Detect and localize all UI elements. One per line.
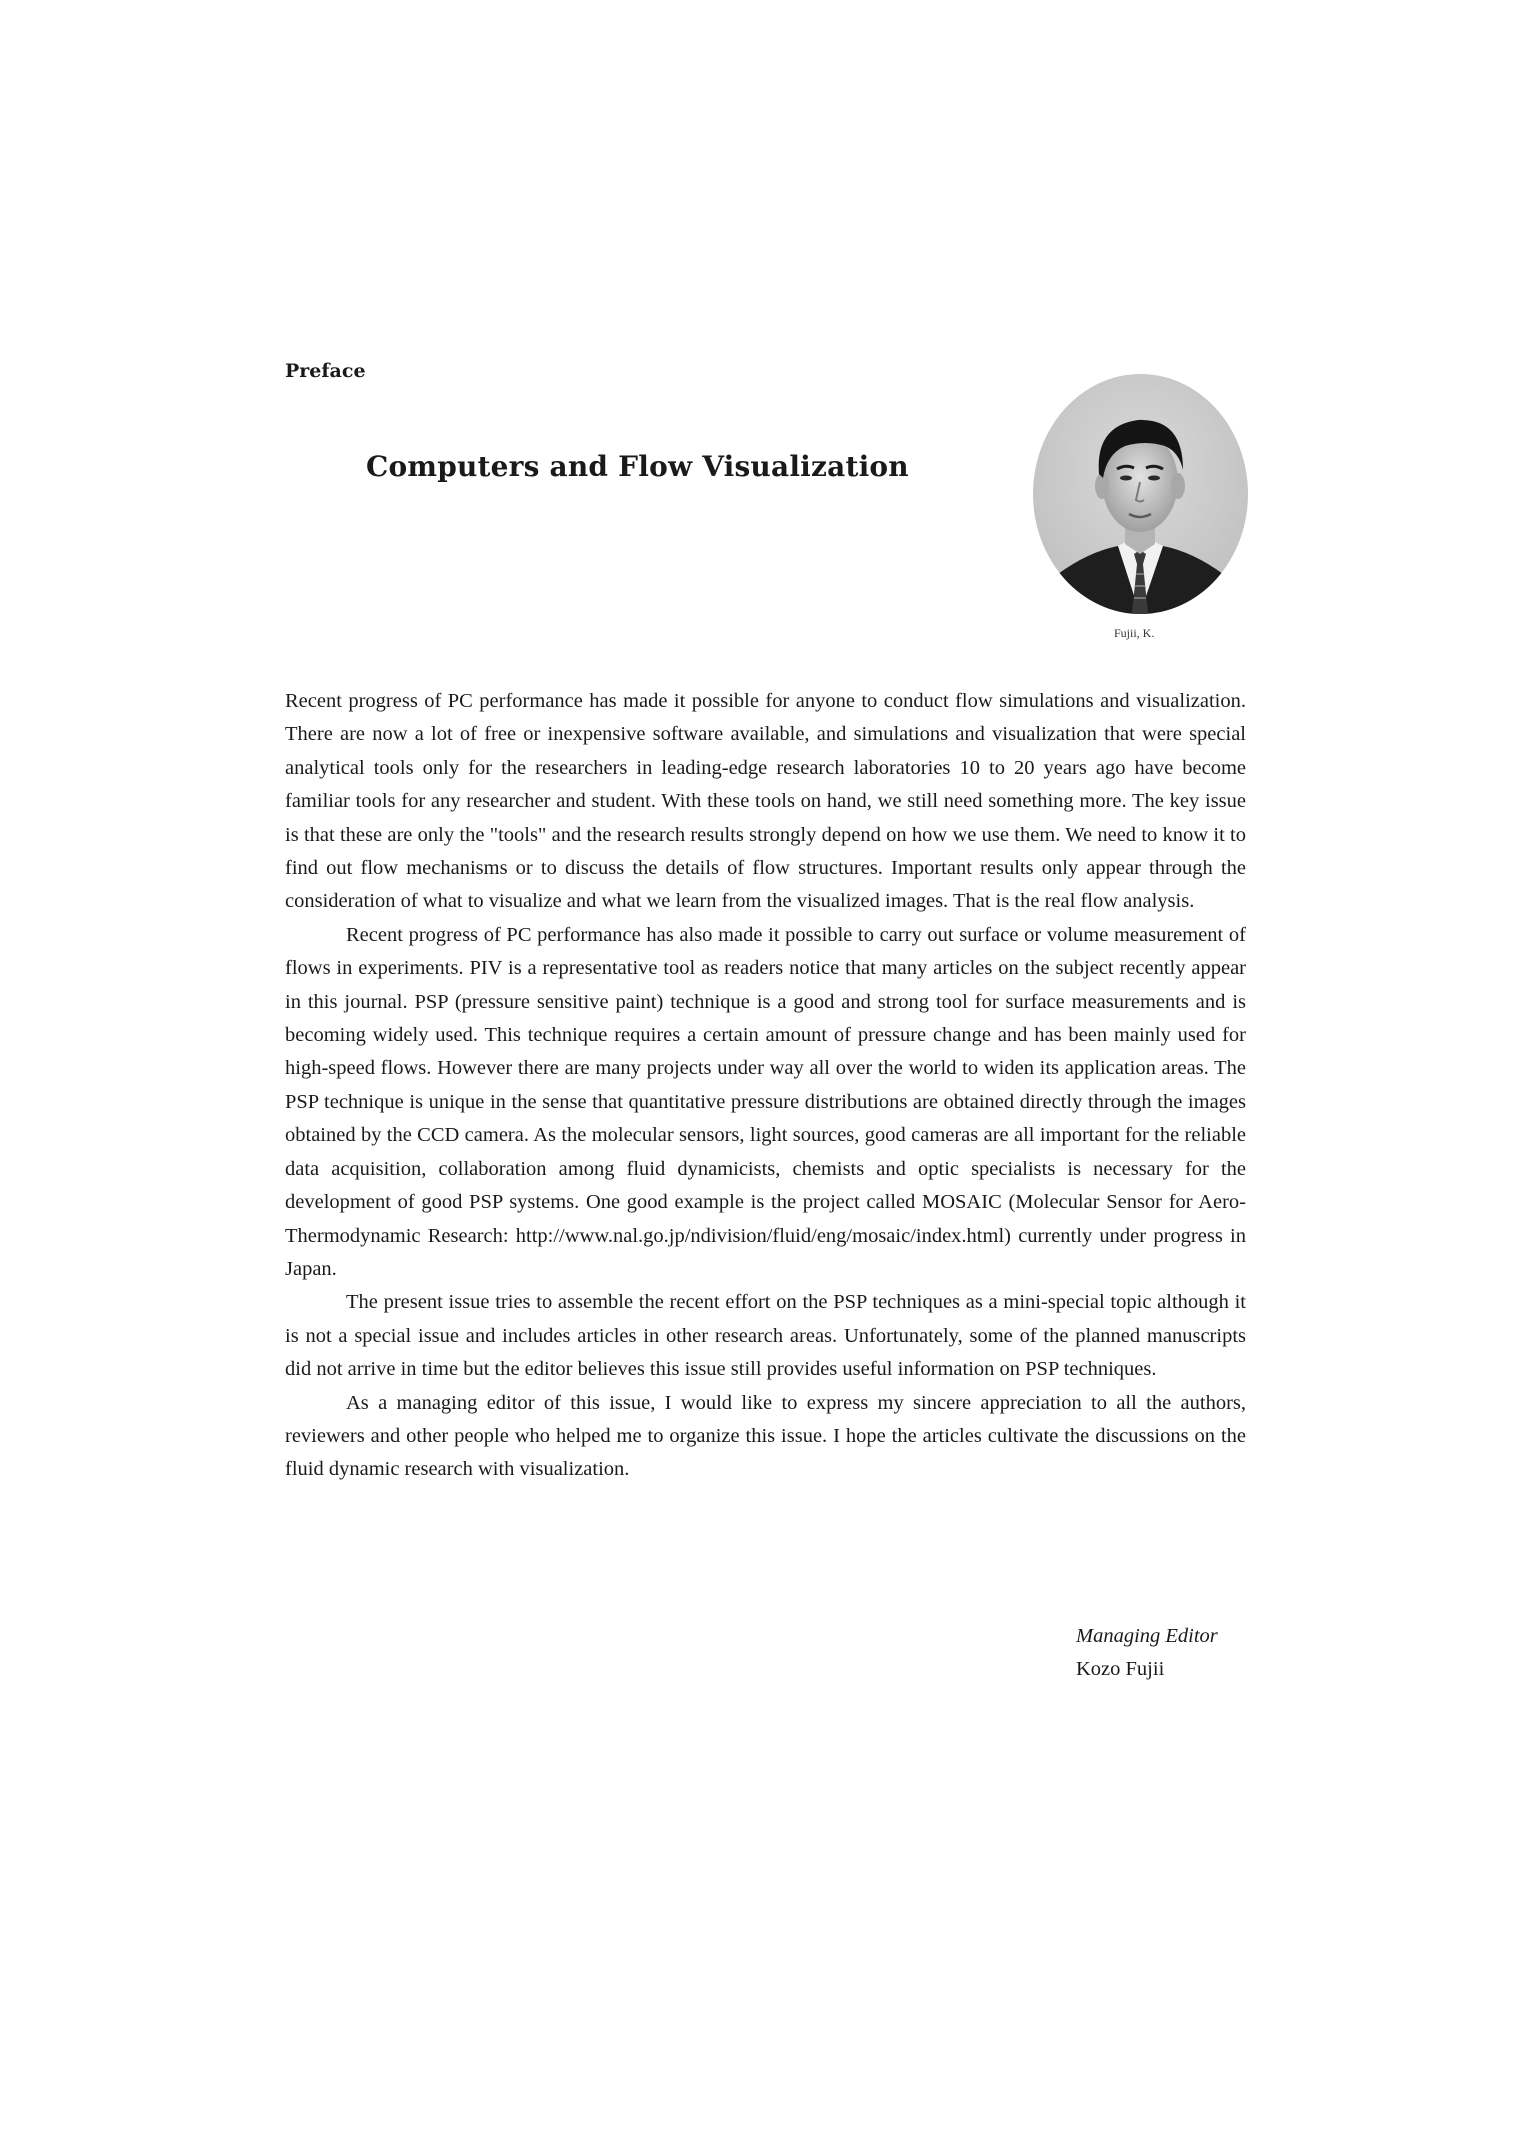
body-text: [285, 685, 1246, 1487]
paragraph: Recent progress of PC performance has made it possible for anyone to conduct flow simulations and visualization. There are now a lot of free or inexpensive software available, and simulations and visualization that were special analytical tools only for the researchers in leading-edge research laboratories 10 to 20 years ago have become familiar tools for any researcher and student. With these tools on hand, we still need something more. The key issue is that these are only the "tools" and the research results strongly depend on how we use them. We need to know it to find out flow mechanisms or to discuss the details of flow structures. Important results only appear through the consideration of what to visualize and what we learn from the visualized images. That is the real flow analysis.: [285, 690, 1246, 913]
person-portrait-icon: [1033, 374, 1248, 614]
signature-block: [1076, 1620, 1218, 1686]
portrait-caption: Fujii, K.: [1114, 626, 1155, 640]
paragraph: As a managing editor of this issue, I would like to express my sincere appreciation to all the authors, reviewers and other people who helped me to organize this issue. I hope the articles cultivate the discussions on the fluid dynamic research with visualization.: [285, 1391, 1246, 1481]
signature-role: Managing Editor: [1076, 1625, 1218, 1647]
paragraph: The present issue tries to assemble the recent effort on the PSP techniques as a mini-special topic although it is not a special issue and includes articles in other research areas. Unfortunately, some of the planned manuscripts did not arrive in time but the editor believes this issue still provides useful information on PSP techniques.: [285, 1291, 1246, 1381]
signature-name: Kozo Fujii: [1076, 1658, 1165, 1680]
page-title: Computers and Flow Visualization: [366, 450, 909, 483]
paragraph: Recent progress of PC performance has also made it possible to carry out surface or volume measurement of flows in experiments. PIV is a representative tool as readers notice that many articles on the subject recently appear in this journal. PSP (pressure sensitive paint) technique is a good and strong tool for surface measurements and is becoming widely used. This technique requires a certain amount of pressure change and has been mainly used for high-speed flows. However there are many projects under way all over the world to widen its application areas. The PSP technique is unique in the sense that quantitative pressure distributions are obtained directly through the images obtained by the CCD camera. As the molecular sensors, light sources, good cameras are all important for the reliable data acquisition, collaboration among fluid dynamicists, chemists and optic specialists is necessary for the development of good PSP systems. One good example is the project called MOSAIC (Molecular Sensor for Aero-Thermodynamic Research: http://www.nal.go.jp/ndivision/fluid/eng/mosaic/index.html) currently under progress in Japan.: [285, 923, 1246, 1280]
section-label: Preface: [285, 360, 366, 382]
